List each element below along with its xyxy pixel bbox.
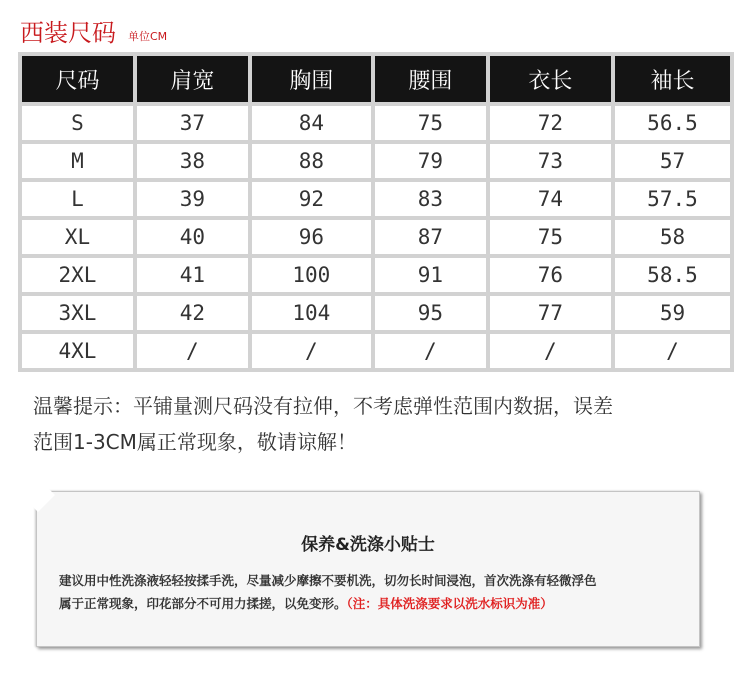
table-cell: 88: [252, 144, 371, 178]
tip-line-1: 温馨提示：平铺量测尺码没有拉伸，不考虑弹性范围内数据，误差: [33, 394, 613, 418]
table-cell: /: [615, 334, 730, 368]
table-cell: 57.5: [615, 182, 730, 216]
care-title: 保养&洗涤小贴士: [301, 535, 435, 555]
table-cell: 76: [490, 258, 611, 292]
table-cell: 100: [252, 258, 371, 292]
table-cell: 4XL: [22, 334, 133, 368]
table-row: [22, 182, 730, 216]
table-cell: 40: [137, 220, 248, 254]
header-waist: 腰围: [375, 56, 486, 102]
header-size: 尺码: [22, 56, 133, 102]
table-cell: 95: [375, 296, 486, 330]
care-line-1: 建议用中性洗涤液轻轻按揉手洗，尽量减少摩擦不要机洗，切勿长时间浸泡，首次洗涤有轻微浮色: [59, 573, 597, 588]
care-line-2: [59, 592, 679, 615]
care-note: （注：具体洗涤要求以洗水标识为准）: [346, 596, 553, 611]
table-cell: 38: [137, 144, 248, 178]
table-cell: 56.5: [615, 106, 730, 140]
table-cell: 2XL: [22, 258, 133, 292]
table-cell: 77: [490, 296, 611, 330]
table-cell: 92: [252, 182, 371, 216]
table-cell: 74: [490, 182, 611, 216]
table-cell: 41: [137, 258, 248, 292]
table-cell: 104: [252, 296, 371, 330]
table-cell: 39: [137, 182, 248, 216]
table-row: [22, 220, 730, 254]
table-cell: /: [137, 334, 248, 368]
table-header-row: [22, 56, 730, 102]
care-line-2-text: 属于正常现象，印花部分不可用力揉搓，以免变形。: [59, 596, 347, 611]
header-shoulder: 肩宽: [137, 56, 248, 102]
table-cell: 91: [375, 258, 486, 292]
table-row: [22, 296, 730, 330]
table-row: [22, 258, 730, 292]
table-cell: 96: [252, 220, 371, 254]
table-cell: 79: [375, 144, 486, 178]
size-table: [18, 52, 734, 372]
table-cell: 37: [137, 106, 248, 140]
page-header: [20, 18, 167, 48]
table-cell: 42: [137, 296, 248, 330]
table-cell: /: [252, 334, 371, 368]
table-row: [22, 106, 730, 140]
header-length: 衣长: [490, 56, 611, 102]
tip-line-2: 范围1-3CM属正常现象，敬请谅解！: [33, 430, 357, 454]
table-cell: 57: [615, 144, 730, 178]
header-sleeve: 袖长: [615, 56, 730, 102]
table-cell: 73: [490, 144, 611, 178]
table-cell: /: [490, 334, 611, 368]
table-cell: 75: [490, 220, 611, 254]
table-cell: 84: [252, 106, 371, 140]
header-chest: 胸围: [252, 56, 371, 102]
measurement-tip: [33, 388, 733, 460]
table-cell: /: [375, 334, 486, 368]
table-cell: 83: [375, 182, 486, 216]
page-title: 西装尺码: [20, 19, 116, 47]
table-cell: 58: [615, 220, 730, 254]
table-cell: 87: [375, 220, 486, 254]
table-cell: XL: [22, 220, 133, 254]
unit-label: 单位CM: [128, 30, 168, 43]
care-text: [59, 569, 679, 615]
care-tips-box: [36, 491, 700, 647]
table-cell: 75: [375, 106, 486, 140]
table-cell: M: [22, 144, 133, 178]
table-cell: 72: [490, 106, 611, 140]
table-cell: L: [22, 182, 133, 216]
table-row: [22, 144, 730, 178]
table-cell: S: [22, 106, 133, 140]
table-cell: 59: [615, 296, 730, 330]
table-cell: 3XL: [22, 296, 133, 330]
table-row: [22, 334, 730, 368]
table-cell: 58.5: [615, 258, 730, 292]
